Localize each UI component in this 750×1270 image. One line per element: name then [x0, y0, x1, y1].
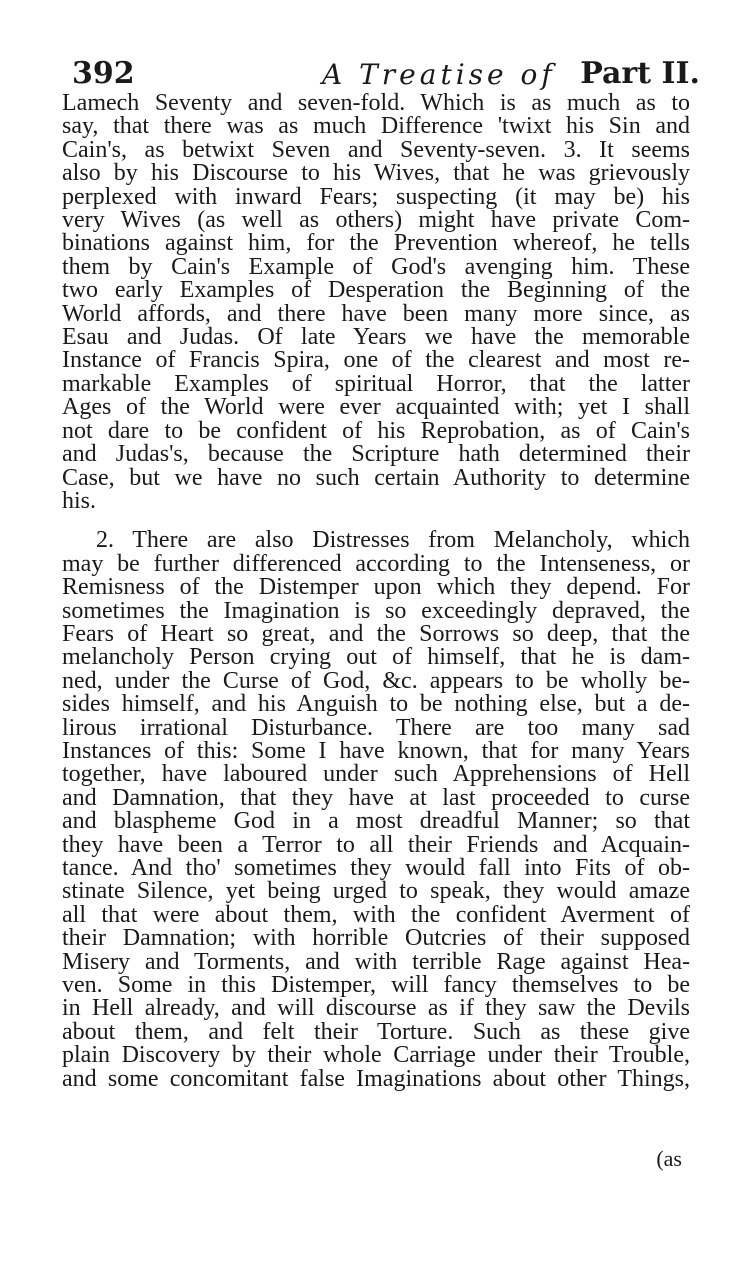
- text-line: World affords, and there have been many more since, as: [62, 300, 690, 327]
- text-line: ven. Some in this Distemper, will fancy themselves to be: [62, 972, 690, 999]
- body-text: [62, 92, 690, 1091]
- catchword: (as: [656, 1146, 682, 1171]
- text-line: Cain's, as betwixt Seven and Seventy-seven. 3. It seems: [62, 136, 690, 163]
- part-label: Part II.: [580, 56, 700, 91]
- text-line: his.: [62, 487, 97, 514]
- text-line: all that were about them, with the confident Averment of: [62, 901, 690, 928]
- text-line: not dare to be confident of his Reprobation, as of Cain's: [62, 417, 690, 444]
- text-line: them by Cain's Example of God's avenging him. These: [62, 253, 690, 280]
- text-line: say, that there was as much Difference 'twixt his Sin and: [62, 113, 690, 140]
- text-line: their Damnation; with horrible Outcries of their supposed: [62, 925, 690, 952]
- text-line: Lamech Seventy and seven-fold. Which is as much as to: [62, 90, 690, 116]
- text-line: Fears of Heart so great, and the Sorrows so deep, that the: [62, 620, 690, 647]
- text-line: also by his Discourse to his Wives, that he was grievously: [62, 160, 690, 187]
- text-line: may be further differenced according to the Intenseness, or: [62, 550, 690, 577]
- text-line: sides himself, and his Anguish to be nothing else, but a de-: [62, 691, 690, 718]
- text-line: Instances of this: Some I have known, that for many Years: [62, 737, 690, 764]
- text-line: sometimes the Imagination is so exceedingly depraved, the: [62, 597, 690, 624]
- text-line: binations against him, for the Prevention whereof, he tells: [62, 230, 690, 257]
- text-line: markable Examples of spiritual Horror, that the latter: [62, 370, 690, 397]
- text-line: melancholy Person crying out of himself, that he is dam-: [62, 644, 690, 671]
- text-line: and Damnation, that they have at last proceeded to curse: [62, 784, 690, 811]
- text-line: Misery and Torments, and with terrible Rage against Hea-: [62, 948, 690, 975]
- text-line: Ages of the World were ever acquainted with; yet I shall: [62, 394, 690, 421]
- text-line: plain Discovery by their whole Carriage under their Trouble,: [62, 1042, 690, 1069]
- text-line: Remisness of the Distemper upon which they depend. For: [62, 574, 690, 601]
- text-line: 2. There are also Distresses from Melancholy, which: [96, 527, 690, 554]
- text-line: stinate Silence, yet being urged to speak, they would amaze: [62, 878, 690, 905]
- paragraph-2: [62, 529, 690, 1091]
- text-line: and blaspheme God in a most dreadful Manner; so that: [62, 808, 690, 835]
- text-line: about them, and felt their Torture. Such as these give: [62, 1018, 690, 1045]
- page-number: 392: [72, 56, 135, 91]
- text-line: tance. And tho' sometimes they would fall into Fits of ob-: [62, 855, 690, 881]
- text-line: Instance of Francis Spira, one of the clearest and most re-: [62, 347, 690, 374]
- text-line: two early Examples of Desperation the Beginning of the: [62, 277, 690, 304]
- text-line: they have been a Terror to all their Friends and Acquain-: [62, 831, 690, 858]
- text-line: lirous irrational Disturbance. There are too many sad: [62, 714, 690, 741]
- text-line: Case, but we have no such certain Authority to determine: [62, 464, 690, 491]
- text-line: perplexed with inward Fears; suspecting (it may be) his: [62, 183, 690, 210]
- text-line: and Judas's, because the Scripture hath determined their: [62, 441, 690, 468]
- text-line: ned, under the Curse of God, &c. appears to be wholly be-: [62, 667, 690, 694]
- text-line: and some concomitant false Imaginations about other Things,: [62, 1065, 690, 1092]
- text-line: very Wives (as well as others) might have private Com-: [62, 207, 690, 234]
- text-line: together, have laboured under such Apprehensions of Hell: [62, 761, 690, 788]
- text-line: in Hell already, and will discourse as if they saw the Devils: [62, 995, 690, 1022]
- running-title: A Treatise of: [322, 58, 556, 91]
- paragraph-1: [62, 92, 690, 513]
- text-line: Esau and Judas. Of late Years we have the memorable: [62, 324, 690, 351]
